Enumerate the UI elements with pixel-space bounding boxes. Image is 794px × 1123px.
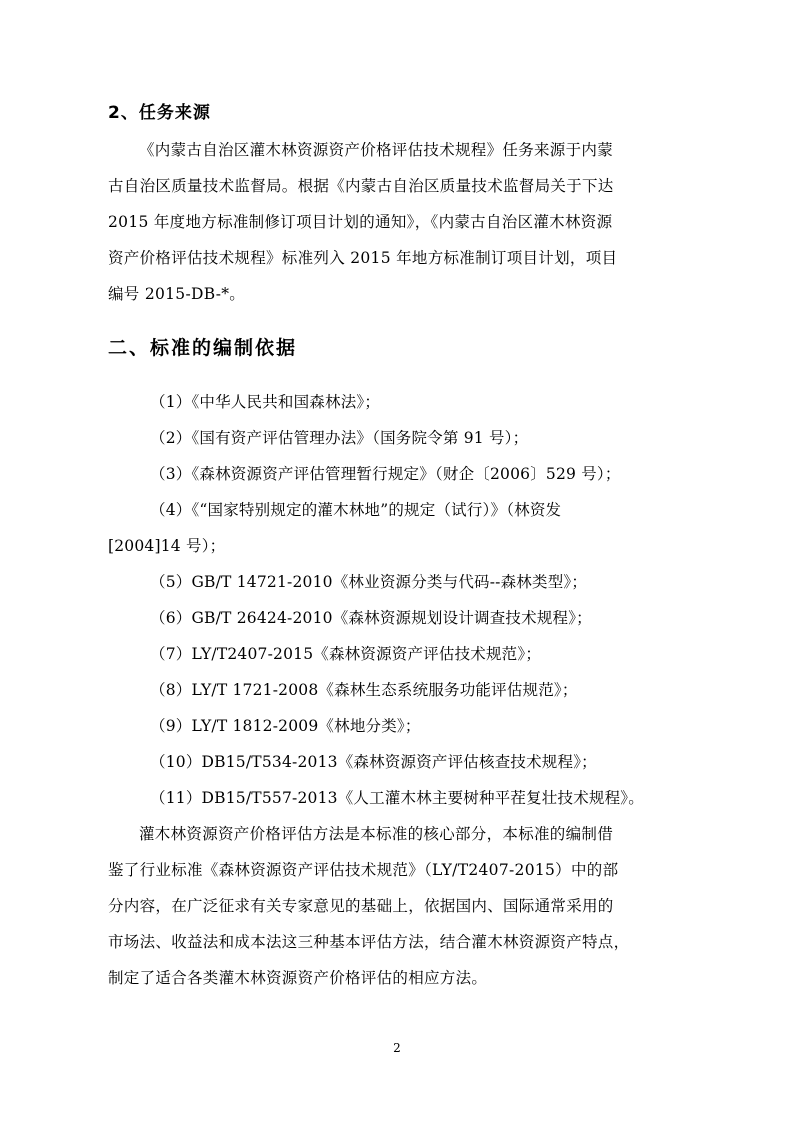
reference-item: （9）LY/T 1812-2009《林地分类》； — [150, 717, 421, 735]
paragraph-line: 鉴了行业标准《森林资源资产评估技术规范》（LY/T2407-2015）中的部 — [108, 861, 619, 879]
reference-item: （1）《中华人民共和国森林法》； — [150, 393, 381, 411]
reference-item: （2）《国有资产评估管理办法》（国务院令第 91 号）； — [150, 429, 529, 447]
reference-item: （4）《“国家特别规定的灌木林地”的规定（试行）》（林资发 — [150, 501, 562, 519]
reference-item: （8）LY/T 1721-2008《森林生态系统服务功能评估规范》； — [150, 681, 578, 699]
paragraph-line: 制定了适合各类灌木林资源资产价格评估的相应方法。 — [108, 969, 488, 987]
reference-item: （6）GB/T 26424-2010《森林资源规划设计调查技术规程》； — [150, 609, 592, 627]
reference-item: （7）LY/T2407-2015《森林资源资产评估技术规范》； — [150, 645, 542, 663]
paragraph-line: 2015 年度地方标准制修订项目计划的通知》，《内蒙古自治区灌木林资源 — [108, 213, 613, 231]
paragraph-line: 古自治区质量技术监督局。根据《内蒙古自治区质量技术监督局关于下达 — [108, 177, 614, 195]
reference-item: （10）DB15/T534-2013《森林资源资产评估核查技术规程》； — [150, 753, 597, 771]
paragraph-line: 资产价格评估技术规程》标准列入 2015 年地方标准制订项目计划，项目 — [108, 249, 618, 267]
paragraph-line: 灌木林资源资产价格评估方法是本标准的核心部分，本标准的编制借 — [139, 825, 614, 843]
reference-item: （5）GB/T 14721-2010《林业资源分类与代码--森林类型》； — [150, 573, 588, 591]
paragraph-line: 编号 2015-DB-*。 — [108, 285, 246, 303]
method-paragraph — [108, 816, 700, 996]
paragraph-line: 市场法、收益法和成本法这三种基本评估方法，结合灌木林资源资产特点， — [108, 933, 630, 951]
reference-list — [108, 384, 708, 816]
section-heading-task-source: 2、任务来源 — [108, 103, 211, 123]
section-heading-basis: 二、标准的编制依据 — [108, 337, 298, 359]
paragraph-line: 《内蒙古自治区灌木林资源资产价格评估技术规程》任务来源于内蒙 — [139, 141, 614, 159]
paragraph-line: 分内容，在广泛征求有关专家意见的基础上，依据国内、国际通常采用的 — [108, 897, 614, 915]
reference-item-continuation: [2004]14 号）； — [108, 537, 226, 555]
task-source-paragraph — [108, 132, 700, 312]
reference-item: （3）《森林资源资产评估管理暂行规定》（财企〔2006〕529 号）； — [150, 465, 621, 483]
page-number: 2 — [393, 1041, 401, 1055]
reference-item: （11）DB15/T557-2013《人工灌木林主要树种平茬复壮技术规程》。 — [150, 789, 644, 807]
